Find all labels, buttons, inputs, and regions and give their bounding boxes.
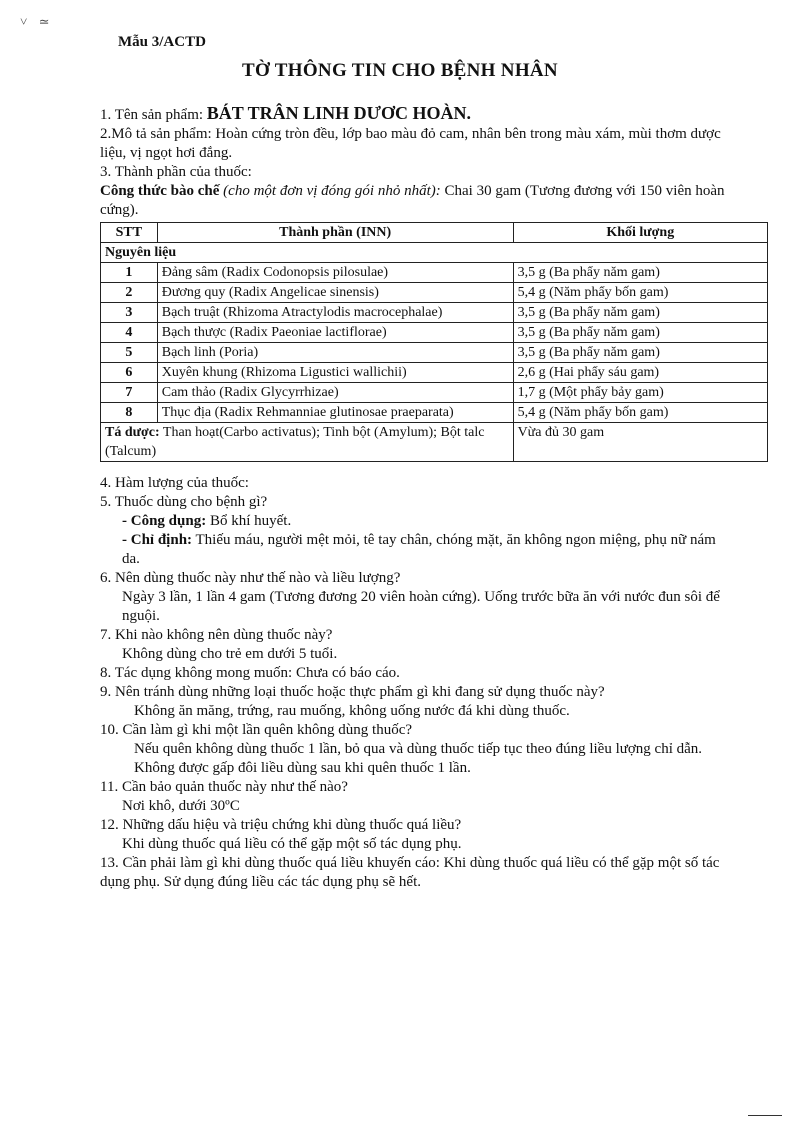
row-mass: 2,6 g (Hai phẩy sáu gam)	[513, 363, 767, 383]
row-mass: 5,4 g (Năm phẩy bốn gam)	[513, 403, 767, 423]
row-stt: 8	[101, 403, 158, 423]
row-stt: 1	[101, 263, 158, 283]
table-row	[101, 403, 768, 423]
use-line	[100, 512, 730, 531]
table-row	[101, 263, 768, 283]
table-group-row	[101, 243, 768, 263]
use-label: - Công dụng:	[122, 513, 207, 529]
row-ingredient: Đương quy (Radix Angelicae sinensis)	[157, 283, 513, 303]
excipient-text: Than hoạt(Carbo activatus); Tinh bột (Amylum); Bột talc (Talcum)	[105, 425, 485, 459]
section-10-text: Nếu quên không dùng thuốc 1 lần, bỏ qua và dùng thuốc tiếp tục theo đúng liều lượng chỉ dẫn. Không được gấp đôi liều dùng sau khi quên thuốc 1 lần.	[134, 741, 703, 776]
section-9-text: Không ăn măng, trứng, rau muống, không uống nước đá khi dùng thuốc.	[134, 703, 570, 719]
col-header-ingredient: Thành phần (INN)	[157, 223, 513, 243]
table-row	[101, 323, 768, 343]
row-ingredient: Thục địa (Radix Rehmanniae glutinosae praeparata)	[157, 403, 513, 423]
table-row	[101, 383, 768, 403]
section-2: 2.Mô tả sản phẩm: Hoàn cứng tròn đều, lớp bao màu đỏ cam, nhân bên trong màu xám, mùi thơm dược liệu, vị ngọt hơi đắng.	[100, 126, 721, 161]
section-7-heading: 7. Khi nào không nên dùng thuốc này?	[100, 627, 333, 643]
indication-line	[100, 531, 730, 569]
formula-text: Chai 30 gam (Tương đương với 150 viên hoàn cứng).	[100, 183, 725, 218]
product-name: BÁT TRÂN LINH DƯƠC HOÀN.	[206, 103, 471, 123]
row-ingredient: Đảng sâm (Radix Codonopsis pilosulae)	[157, 263, 513, 283]
ingredient-table	[100, 222, 768, 462]
section-12-heading: 12. Những dấu hiệu và triệu chứng khi dùng thuốc quá liều?	[100, 817, 462, 833]
excipient-cell	[101, 423, 514, 462]
section-4-heading: 4. Hàm lượng của thuốc:	[100, 475, 249, 491]
section-3-heading: 3. Thành phần của thuốc:	[100, 164, 252, 180]
row-mass: 5,4 g (Năm phẩy bốn gam)	[513, 283, 767, 303]
formula-note: (cho một đơn vị đóng gói nhỏ nhất):	[223, 183, 441, 199]
table-row	[101, 283, 768, 303]
row-stt: 2	[101, 283, 158, 303]
document-body	[100, 104, 730, 892]
section-9-heading: 9. Nên tránh dùng những loại thuốc hoặc thực phẩm gì khi đang sử dụng thuốc này?	[100, 684, 605, 700]
table-row	[101, 303, 768, 323]
section-13: 13. Cần phải làm gì khi dùng thuốc quá liều khuyến cáo: Khi dùng thuốc quá liều có thể gặp một số tác dụng phụ. Sử dụng đúng liều các tác dụng phụ sẽ hết.	[100, 855, 720, 890]
use-text: Bổ khí huyết.	[206, 513, 292, 529]
row-stt: 3	[101, 303, 158, 323]
formula-label: Công thức bào chế	[100, 183, 220, 199]
excipient-mass: Vừa đủ 30 gam	[513, 423, 767, 462]
indication-text: Thiếu máu, người mệt mỏi, tê tay chân, chóng mặt, ăn không ngon miệng, phụ nữ nám da.	[122, 532, 716, 567]
row-mass: 3,5 g (Ba phẩy năm gam)	[513, 323, 767, 343]
row-ingredient: Bạch linh (Poria)	[157, 343, 513, 363]
section-11-heading: 11. Cần bảo quản thuốc này như thế nào?	[100, 779, 348, 795]
row-mass: 3,5 g (Ba phẩy năm gam)	[513, 303, 767, 323]
row-ingredient: Cam thảo (Radix Glycyrrhizae)	[157, 383, 513, 403]
indication-label: - Chỉ định:	[122, 532, 193, 548]
section-5-heading: 5. Thuốc dùng cho bệnh gì?	[100, 494, 268, 510]
table-row	[101, 343, 768, 363]
row-stt: 5	[101, 343, 158, 363]
excipient-label: Tá dược:	[105, 425, 160, 440]
col-header-mass: Khối lượng	[513, 223, 767, 243]
group-label: Nguyên liệu	[101, 243, 768, 263]
section-10-heading: 10. Cần làm gì khi một lần quên không dùng thuốc?	[100, 722, 413, 738]
row-ingredient: Bạch thược (Radix Paeoniae lactiflorae)	[157, 323, 513, 343]
section-11-text: Nơi khô, dưới 30ºC	[122, 798, 240, 814]
row-ingredient: Bạch truật (Rhizoma Atractylodis macrocephalae)	[157, 303, 513, 323]
scan-corner-mark: ˅ ≃	[20, 14, 54, 29]
product-name-label: 1. Tên sản phẩm:	[100, 107, 207, 123]
col-header-stt: STT	[101, 223, 158, 243]
section-6-text: Ngày 3 lần, 1 lần 4 gam (Tương đương 20 viên hoàn cứng). Uống trước bữa ăn với nước đun sôi để nguội.	[122, 589, 720, 624]
table-row	[101, 363, 768, 383]
row-stt: 4	[101, 323, 158, 343]
row-ingredient: Xuyên khung (Rhizoma Ligustici wallichii)	[157, 363, 513, 383]
row-stt: 6	[101, 363, 158, 383]
row-mass: 3,5 g (Ba phẩy năm gam)	[513, 343, 767, 363]
row-mass: 3,5 g (Ba phẩy năm gam)	[513, 263, 767, 283]
row-mass: 1,7 g (Một phẩy bảy gam)	[513, 383, 767, 403]
section-7-text: Không dùng cho trẻ em dưới 5 tuổi.	[122, 646, 338, 662]
section-8: 8. Tác dụng không mong muốn: Chưa có báo cáo.	[100, 665, 400, 681]
table-excipient-row	[101, 423, 768, 462]
row-stt: 7	[101, 383, 158, 403]
section-1	[100, 104, 730, 125]
page-title: TỜ THÔNG TIN CHO BỆNH NHÂN	[242, 60, 558, 81]
section-6-heading: 6. Nên dùng thuốc này như thế nào và liều lượng?	[100, 570, 401, 586]
formula-line	[100, 182, 730, 220]
table-header-row	[101, 223, 768, 243]
section-12-text: Khi dùng thuốc quá liều có thể gặp một số tác dụng phụ.	[122, 836, 462, 852]
corner-divider	[748, 1115, 782, 1116]
form-code: Mẫu 3/ACTD	[118, 34, 206, 50]
